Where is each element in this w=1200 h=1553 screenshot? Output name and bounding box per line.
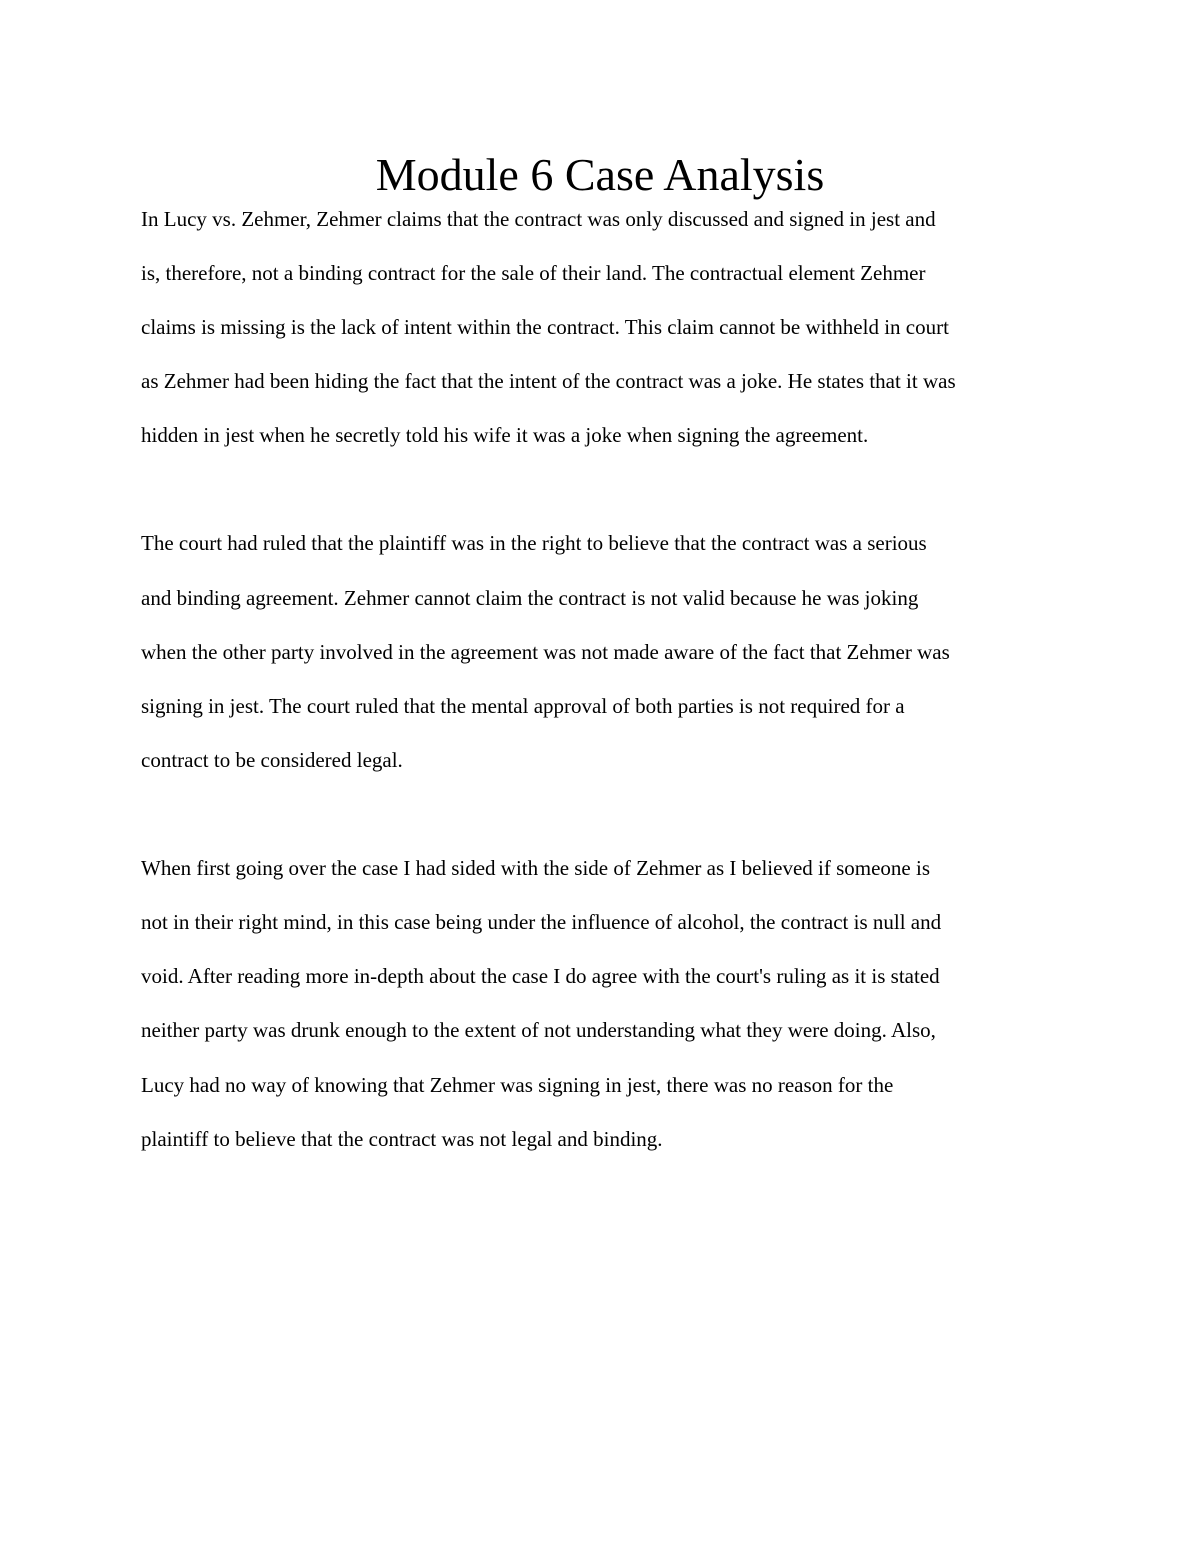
paragraph-1-line-1: In Lucy vs. Zehmer, Zehmer claims that the contract was only discussed and signed in jest and [141, 207, 936, 231]
paragraph-3-line-3: void. After reading more in-depth about the case I do agree with the court's ruling as it is stated [141, 964, 940, 988]
paragraph-1-line-2: is, therefore, not a binding contract for the sale of their land. The contractual element Zehmer [141, 261, 926, 285]
paragraph-3-line-5: Lucy had no way of knowing that Zehmer was signing in jest, there was no reason for the [141, 1073, 894, 1097]
paragraph-3-line-2: not in their right mind, in this case being under the influence of alcohol, the contract is null and [141, 910, 942, 934]
paragraph-2-line-4: signing in jest. The court ruled that the mental approval of both parties is not required for a [141, 694, 905, 718]
paragraph-1-line-5: hidden in jest when he secretly told his wife it was a joke when signing the agreement. [141, 423, 869, 447]
page-title: Module 6 Case Analysis [375, 149, 825, 200]
paragraph-1-line-3: claims is missing is the lack of intent within the contract. This claim cannot be withheld in court [141, 315, 949, 339]
paragraph-2-line-3: when the other party involved in the agreement was not made aware of the fact that Zehmer was [141, 640, 950, 664]
paragraph-3-line-6: plaintiff to believe that the contract was not legal and binding. [141, 1127, 663, 1151]
paragraph-2-line-2: and binding agreement. Zehmer cannot claim the contract is not valid because he was joking [141, 586, 919, 610]
paragraph-2-line-1: The court had ruled that the plaintiff was in the right to believe that the contract was a serious [141, 531, 927, 555]
paragraph-3-line-1: When first going over the case I had sided with the side of Zehmer as I believed if someone is [141, 856, 931, 880]
paragraph-3-line-4: neither party was drunk enough to the extent of not understanding what they were doing. Also, [141, 1018, 936, 1042]
paragraph-2-line-5: contract to be considered legal. [141, 748, 403, 772]
paragraph-1-line-4: as Zehmer had been hiding the fact that the intent of the contract was a joke. He states that it was [141, 369, 956, 393]
